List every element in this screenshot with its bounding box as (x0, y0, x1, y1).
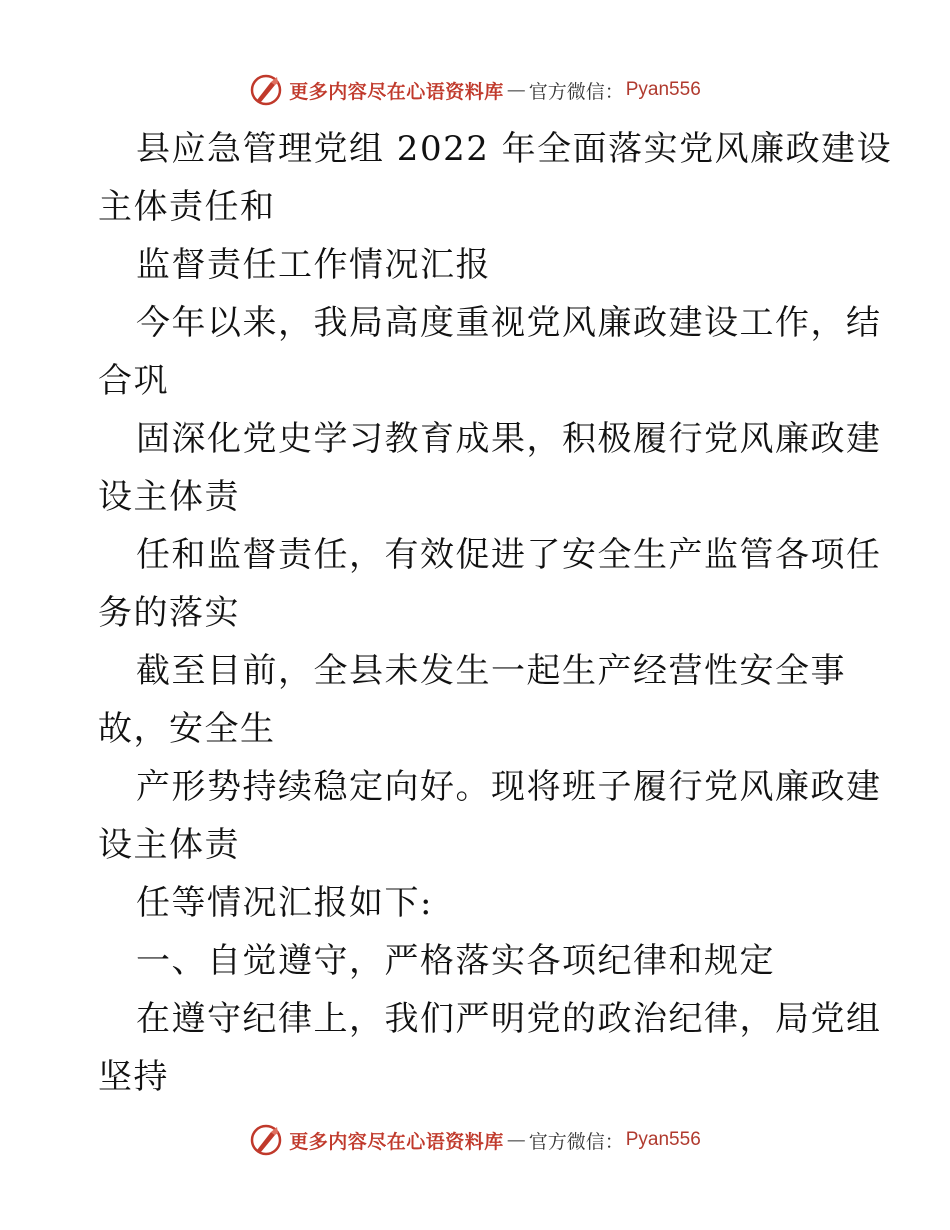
document-line: 任等情况汇报如下: (136, 883, 433, 923)
document-line: 故，安全生 (98, 709, 276, 749)
banner-brand-text: 更多内容尽在心语资料库 (289, 1130, 504, 1153)
document-line: 监督责任工作情况汇报 (136, 245, 491, 285)
document-line: 设主体责 (98, 477, 240, 517)
document-line: 产形势持续稳定向好。现将班子履行党风廉政建 (136, 767, 882, 807)
document-line: 坚持 (98, 1057, 169, 1097)
document-line: 今年以来，我局高度重视党风廉政建设工作，结 (136, 303, 882, 343)
quill-pen-logo-icon (249, 1123, 283, 1157)
banner-wechat-id: Pyan556 (625, 79, 701, 100)
banner-wechat-label: 官方微信： (528, 80, 624, 103)
document-line: 设主体责 (98, 825, 240, 865)
header-banner (0, 70, 950, 110)
document-line: 县应急管理党组 2022 年全面落实党风廉政建设 (136, 129, 893, 169)
banner-separator: — (506, 79, 526, 101)
banner-separator: — (506, 1129, 526, 1151)
document-line: 务的落实 (98, 593, 240, 633)
document-line: 固深化党史学习教育成果，积极履行党风廉政建 (136, 419, 882, 459)
footer-banner (0, 1120, 950, 1160)
quill-pen-logo-icon (249, 73, 283, 107)
banner-brand-text: 更多内容尽在心语资料库 (289, 80, 504, 103)
document-line: 一、自觉遵守，严格落实各项纪律和规定 (136, 941, 775, 981)
document-line: 合巩 (98, 361, 169, 401)
document-line: 在遵守纪律上，我们严明党的政治纪律，局党组 (136, 999, 882, 1039)
banner-wechat-id: Pyan556 (625, 1129, 701, 1150)
document-line: 截至目前，全县未发生一起生产经营性安全事 (136, 651, 846, 691)
document-body (98, 120, 893, 1106)
document-line: 主体责任和 (98, 187, 276, 227)
banner-wechat-label: 官方微信： (528, 1130, 624, 1153)
document-line: 任和监督责任，有效促进了安全生产监管各项任 (136, 535, 882, 575)
